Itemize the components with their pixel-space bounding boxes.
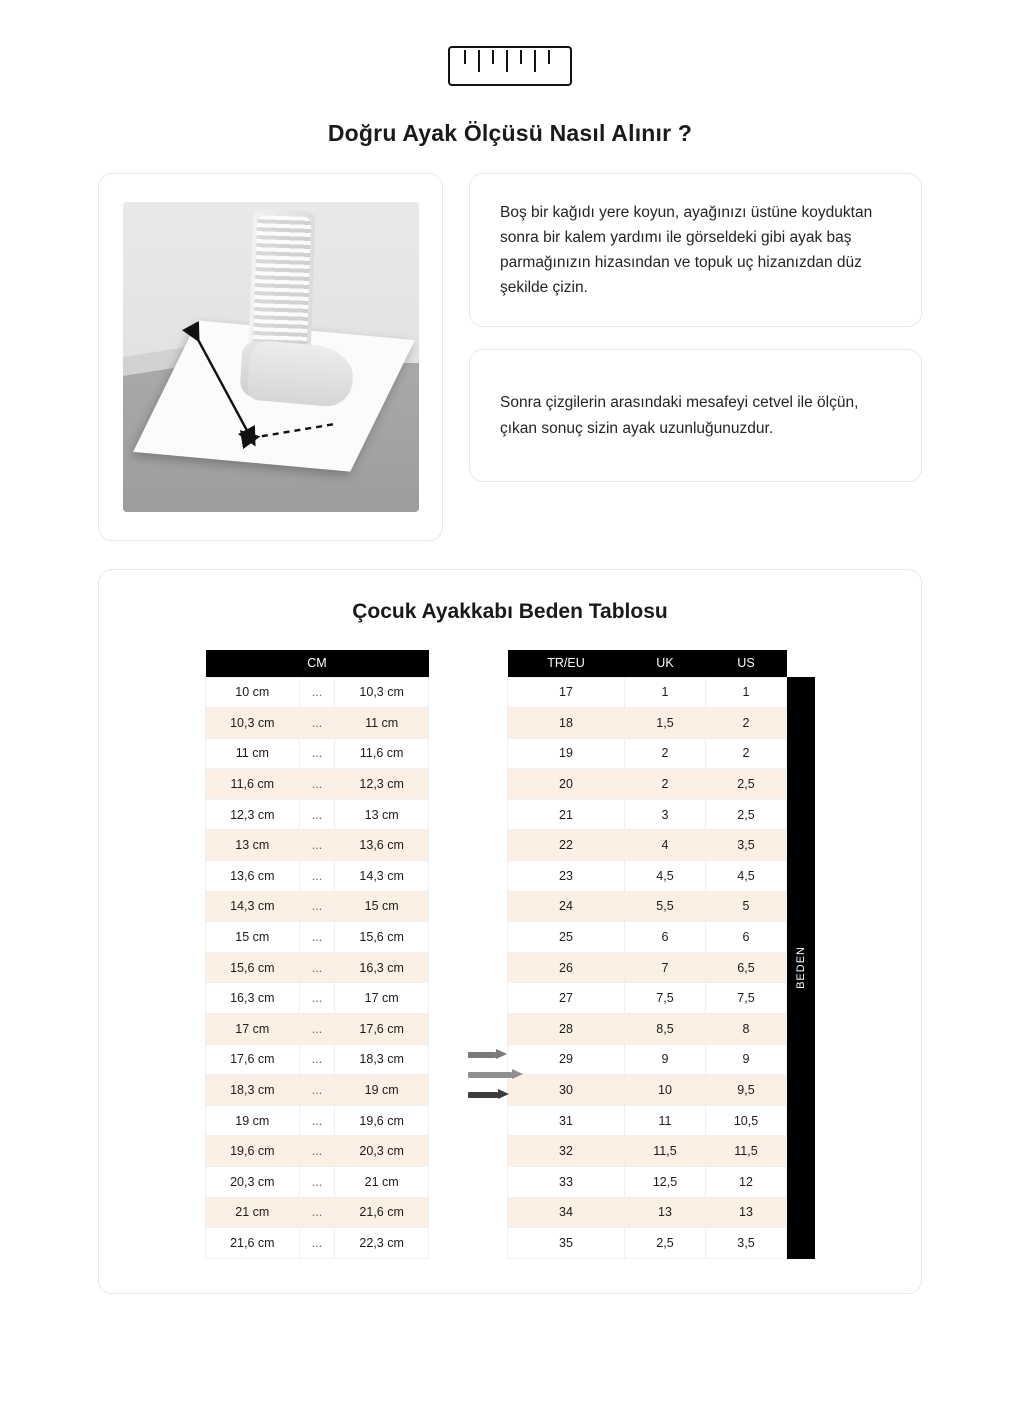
- table-row: [508, 799, 787, 830]
- cm-max-cell: 19,6 cm: [335, 1105, 429, 1136]
- eu-size-cell: 34: [508, 1197, 625, 1228]
- table-row: [206, 830, 429, 861]
- cm-min-cell: 21 cm: [206, 1197, 300, 1228]
- table-row: [206, 861, 429, 892]
- table-row: [206, 891, 429, 922]
- cm-min-cell: 17 cm: [206, 1014, 300, 1045]
- us-size-cell: 3,5: [705, 830, 786, 861]
- table-row: [508, 861, 787, 892]
- size-table: [507, 650, 787, 1259]
- eu-size-cell: 29: [508, 1044, 625, 1075]
- table-row: [508, 983, 787, 1014]
- photo-card: [98, 173, 443, 541]
- size-table-body: [508, 677, 787, 1258]
- table-row: [206, 708, 429, 739]
- size-table-title: Çocuk Ayakkabı Beden Tablosu: [352, 600, 668, 623]
- cm-min-cell: 21,6 cm: [206, 1228, 300, 1259]
- uk-size-cell: 13: [625, 1197, 706, 1228]
- cm-min-cell: 19,6 cm: [206, 1136, 300, 1167]
- table-row: [508, 738, 787, 769]
- eu-size-cell: 23: [508, 861, 625, 892]
- cm-dots-cell: ...: [299, 1044, 335, 1075]
- cm-min-cell: 12,3 cm: [206, 799, 300, 830]
- eu-size-cell: 30: [508, 1075, 625, 1106]
- table-row: [206, 952, 429, 983]
- cm-dots-cell: ...: [299, 922, 335, 953]
- table-row: [206, 922, 429, 953]
- uk-size-cell: 2: [625, 769, 706, 800]
- uk-size-cell: 5,5: [625, 891, 706, 922]
- table-row: [508, 769, 787, 800]
- cm-table-body: [206, 677, 429, 1258]
- eu-size-cell: 32: [508, 1136, 625, 1167]
- uk-size-cell: 2,5: [625, 1228, 706, 1259]
- table-row: [206, 983, 429, 1014]
- table-row: [508, 1105, 787, 1136]
- uk-size-cell: 7,5: [625, 983, 706, 1014]
- cm-min-cell: 18,3 cm: [206, 1075, 300, 1106]
- table-row: [206, 738, 429, 769]
- cm-dots-cell: ...: [299, 1105, 335, 1136]
- cm-dots-cell: ...: [299, 738, 335, 769]
- table-row: [508, 1044, 787, 1075]
- eu-size-cell: 28: [508, 1014, 625, 1045]
- uk-size-cell: 6: [625, 922, 706, 953]
- uk-size-cell: 4,5: [625, 861, 706, 892]
- cm-table-header: CM: [206, 650, 429, 677]
- eu-size-cell: 20: [508, 769, 625, 800]
- us-size-cell: 6: [705, 922, 786, 953]
- us-size-cell: 7,5: [705, 983, 786, 1014]
- us-size-cell: 3,5: [705, 1228, 786, 1259]
- cm-dots-cell: ...: [299, 1228, 335, 1259]
- us-size-cell: 5: [705, 891, 786, 922]
- us-size-cell: 10,5: [705, 1105, 786, 1136]
- us-size-cell: 4,5: [705, 861, 786, 892]
- cm-max-cell: 12,3 cm: [335, 769, 429, 800]
- eu-size-cell: 19: [508, 738, 625, 769]
- cm-min-cell: 14,3 cm: [206, 891, 300, 922]
- cm-max-cell: 13,6 cm: [335, 830, 429, 861]
- eu-size-cell: 24: [508, 891, 625, 922]
- cm-max-cell: 11 cm: [335, 708, 429, 739]
- size-header-us: US: [705, 650, 786, 677]
- table-row: [508, 1228, 787, 1259]
- cm-max-cell: 21,6 cm: [335, 1197, 429, 1228]
- table-row: [508, 891, 787, 922]
- us-size-cell: 1: [705, 677, 786, 708]
- cm-min-cell: 15 cm: [206, 922, 300, 953]
- us-size-cell: 9,5: [705, 1075, 786, 1106]
- us-size-cell: 9: [705, 1044, 786, 1075]
- table-row: [206, 1136, 429, 1167]
- us-size-cell: 2: [705, 708, 786, 739]
- uk-size-cell: 11: [625, 1105, 706, 1136]
- eu-size-cell: 31: [508, 1105, 625, 1136]
- cm-dots-cell: ...: [299, 799, 335, 830]
- eu-size-cell: 26: [508, 952, 625, 983]
- table-row: [206, 1167, 429, 1198]
- instruction-card-1: Boş bir kağıdı yere koyun, ayağınızı üstüne koyduktan sonra bir kalem yardımı ile görseldeki gibi ayak baş parmağınızın hizasından ve topuk uç hizanızdan düz şekilde çizin.: [469, 173, 922, 327]
- table-row: [508, 1136, 787, 1167]
- us-size-cell: 2: [705, 738, 786, 769]
- uk-size-cell: 10: [625, 1075, 706, 1106]
- eu-size-cell: 25: [508, 922, 625, 953]
- table-row: [206, 1228, 429, 1259]
- eu-size-cell: 35: [508, 1228, 625, 1259]
- table-row: [206, 799, 429, 830]
- table-row: [508, 708, 787, 739]
- uk-size-cell: 8,5: [625, 1014, 706, 1045]
- cm-min-cell: 10,3 cm: [206, 708, 300, 739]
- cm-max-cell: 15,6 cm: [335, 922, 429, 953]
- us-size-cell: 2,5: [705, 769, 786, 800]
- conversion-arrows: [429, 809, 507, 1100]
- cm-dots-cell: ...: [299, 983, 335, 1014]
- eu-size-cell: 17: [508, 677, 625, 708]
- us-size-cell: 11,5: [705, 1136, 786, 1167]
- page-title: Doğru Ayak Ölçüsü Nasıl Alınır ?: [327, 120, 693, 146]
- table-row: [206, 677, 429, 708]
- cm-min-cell: 20,3 cm: [206, 1167, 300, 1198]
- cm-dots-cell: ...: [299, 1014, 335, 1045]
- uk-size-cell: 9: [625, 1044, 706, 1075]
- table-row: [508, 1014, 787, 1045]
- cm-max-cell: 20,3 cm: [335, 1136, 429, 1167]
- table-row: [508, 922, 787, 953]
- cm-dots-cell: ...: [299, 891, 335, 922]
- us-size-cell: 6,5: [705, 952, 786, 983]
- cm-dots-cell: ...: [299, 952, 335, 983]
- cm-min-cell: 10 cm: [206, 677, 300, 708]
- cm-dots-cell: ...: [299, 708, 335, 739]
- size-table-card: [98, 569, 922, 1294]
- cm-max-cell: 19 cm: [335, 1075, 429, 1106]
- table-row: [508, 1075, 787, 1106]
- us-size-cell: 8: [705, 1014, 786, 1045]
- eu-size-cell: 18: [508, 708, 625, 739]
- uk-size-cell: 3: [625, 799, 706, 830]
- cm-dots-cell: ...: [299, 1197, 335, 1228]
- table-row: [508, 1197, 787, 1228]
- cm-min-cell: 15,6 cm: [206, 952, 300, 983]
- foot-measurement-photo: [123, 202, 419, 512]
- table-row: [508, 830, 787, 861]
- us-size-cell: 12: [705, 1167, 786, 1198]
- cm-max-cell: 17,6 cm: [335, 1014, 429, 1045]
- cm-min-cell: 11 cm: [206, 738, 300, 769]
- cm-max-cell: 13 cm: [335, 799, 429, 830]
- cm-table: [205, 650, 429, 1259]
- table-row: [206, 1197, 429, 1228]
- cm-min-cell: 16,3 cm: [206, 983, 300, 1014]
- cm-max-cell: 21 cm: [335, 1167, 429, 1198]
- cm-min-cell: 17,6 cm: [206, 1044, 300, 1075]
- eu-size-cell: 27: [508, 983, 625, 1014]
- cm-max-cell: 17 cm: [335, 983, 429, 1014]
- cm-dots-cell: ...: [299, 830, 335, 861]
- beden-side-label-text: BEDEN: [795, 946, 807, 990]
- size-header-eu: TR/EU: [508, 650, 625, 677]
- uk-size-cell: 1,5: [625, 708, 706, 739]
- cm-dots-cell: ...: [299, 769, 335, 800]
- ruler-icon-wrap: [0, 46, 1020, 86]
- instruction-card-2: Sonra çizgilerin arasındaki mesafeyi cetvel ile ölçün, çıkan sonuç sizin ayak uzunluğunuzdur.: [469, 349, 922, 481]
- instructions-section: [0, 173, 1020, 541]
- cm-dots-cell: ...: [299, 1167, 335, 1198]
- table-row: [206, 1075, 429, 1106]
- beden-side-label: [787, 677, 815, 1259]
- uk-size-cell: 11,5: [625, 1136, 706, 1167]
- cm-min-cell: 11,6 cm: [206, 769, 300, 800]
- cm-min-cell: 13 cm: [206, 830, 300, 861]
- cm-max-cell: 10,3 cm: [335, 677, 429, 708]
- uk-size-cell: 1: [625, 677, 706, 708]
- table-row: [206, 1014, 429, 1045]
- table-row: [508, 677, 787, 708]
- uk-size-cell: 12,5: [625, 1167, 706, 1198]
- cm-dots-cell: ...: [299, 1136, 335, 1167]
- cm-max-cell: 14,3 cm: [335, 861, 429, 892]
- cm-dots-cell: ...: [299, 1075, 335, 1106]
- us-size-cell: 2,5: [705, 799, 786, 830]
- cm-min-cell: 13,6 cm: [206, 861, 300, 892]
- us-size-cell: 13: [705, 1197, 786, 1228]
- eu-size-cell: 22: [508, 830, 625, 861]
- cm-max-cell: 11,6 cm: [335, 738, 429, 769]
- uk-size-cell: 2: [625, 738, 706, 769]
- measurement-arrow-annotation: [123, 202, 419, 512]
- cm-max-cell: 15 cm: [335, 891, 429, 922]
- table-row: [206, 1105, 429, 1136]
- eu-size-cell: 21: [508, 799, 625, 830]
- ruler-icon: [448, 46, 572, 86]
- table-row: [508, 952, 787, 983]
- cm-max-cell: 18,3 cm: [335, 1044, 429, 1075]
- table-row: [206, 1044, 429, 1075]
- table-row: [206, 769, 429, 800]
- table-row: [508, 1167, 787, 1198]
- cm-dots-cell: ...: [299, 677, 335, 708]
- cm-max-cell: 22,3 cm: [335, 1228, 429, 1259]
- cm-min-cell: 19 cm: [206, 1105, 300, 1136]
- uk-size-cell: 7: [625, 952, 706, 983]
- eu-size-cell: 33: [508, 1167, 625, 1198]
- cm-max-cell: 16,3 cm: [335, 952, 429, 983]
- size-header-uk: UK: [625, 650, 706, 677]
- cm-dots-cell: ...: [299, 861, 335, 892]
- uk-size-cell: 4: [625, 830, 706, 861]
